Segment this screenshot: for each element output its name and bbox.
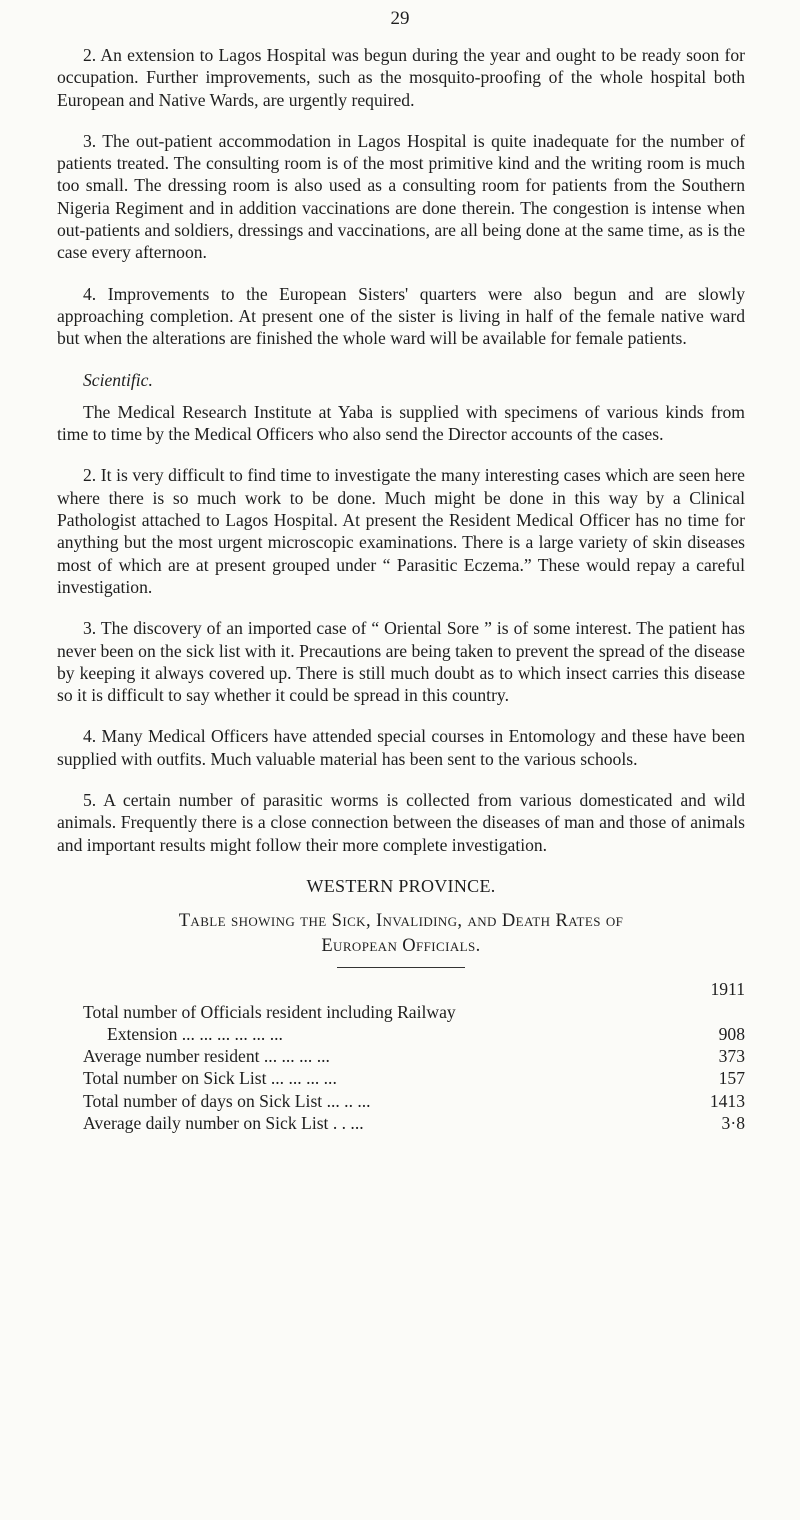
row-value: 157 bbox=[718, 1068, 745, 1089]
paragraph-sisters-quarters: 4. Improvements to the European Sisters' quarters were also begun and are slowly approaching completion. At present one of the sister is living in half of the female native ward but when the alterations are finished the whole ward will be available for female patients. bbox=[57, 283, 745, 349]
table-caption-line-2: European Officials. bbox=[321, 936, 481, 957]
table-row bbox=[57, 1090, 745, 1112]
row-value: 373 bbox=[718, 1046, 745, 1067]
table-row bbox=[57, 1023, 745, 1045]
officials-stats-table bbox=[57, 978, 745, 1134]
row-label: Total number on Sick List ... ... ... ... bbox=[83, 1068, 337, 1089]
paragraph-oriental-sore: 3. The discovery of an imported case of “ Oriental Sore ” is of some interest. The patient has never been on the sick list with it. Precautions are being taken to prevent the spread of the disease by keeping it always covered up. There is still much doubt as to which insect carries this disease so it is difficult to say whether it could be spread in this country. bbox=[57, 618, 745, 706]
page-body bbox=[57, 44, 745, 1134]
page-number: 29 bbox=[390, 8, 410, 29]
paragraph-clinical-pathologist: 2. It is very difficult to find time to investigate the many interesting cases which are seen here where there is so much work to be done. Much might be done in this way by a Clinical Pathologist attached to Lagos Hospital. At present the Resident Medical Officer has no time for anything but the most urgent microscopic examinations. There is a large variety of skin diseases most of which are at present grouped under “ Parasitic Eczema.” These would repay a careful investigation. bbox=[57, 465, 745, 597]
row-value: 908 bbox=[718, 1023, 745, 1044]
table-row bbox=[57, 1045, 745, 1067]
table-caption-line-1: Table showing the Sick, Invaliding, and Death Rates of bbox=[178, 911, 624, 932]
row-label: Total number of days on Sick List ... .. ... bbox=[83, 1090, 371, 1111]
paragraph-entomology: 4. Many Medical Officers have attended special courses in Entomology and these have been supplied with outfits. Much valuable material has been sent to the various schools. bbox=[57, 726, 745, 769]
table-row bbox=[57, 1001, 745, 1023]
paragraph-parasitic-worms: 5. A certain number of parasitic worms is collected from various domesticated and wild animals. Frequently there is a close connection between the diseases of man and those of animals and important results might follow their more complete investigation. bbox=[57, 790, 745, 855]
row-label: Total number of Officials resident including Railway bbox=[83, 1001, 456, 1022]
section-label-scientific: Scientific. bbox=[83, 369, 153, 390]
row-value: 3·8 bbox=[721, 1112, 745, 1133]
paragraph-research-institute: The Medical Research Institute at Yaba is supplied with specimens of various kinds from time to time by the Medical Officers who also send the Director accounts of the cases. bbox=[57, 401, 745, 445]
row-label: Average daily number on Sick List . . ... bbox=[83, 1112, 364, 1133]
table-row bbox=[57, 1112, 745, 1134]
row-label-continued: Extension ... ... ... ... ... ... bbox=[107, 1023, 283, 1044]
table-caption bbox=[57, 909, 745, 959]
paragraph-out-patient: 3. The out-patient accommodation in Lagos Hospital is quite inadequate for the number of patients treated. The consulting room is of the most primitive kind and the writing room is much too small. The dressing room is also used as a consulting room for patients from the Southern Nigeria Regiment and in addition vaccinations are done therein. The congestion is intense when out-patients and soldiers, dressings and vaccinations, are all being done at the same time, as is the case every afternoon. bbox=[57, 130, 745, 263]
caption-divider bbox=[337, 967, 465, 968]
province-heading: WESTERN PROVINCE. bbox=[306, 875, 496, 896]
row-value: 1413 bbox=[709, 1090, 745, 1111]
table-year-header: 1911 bbox=[710, 979, 745, 1000]
paragraph-extension: 2. An extension to Lagos Hospital was begun during the year and ought to be ready soon for occupation. Further improvements, such as the mosquito-proofing of the whole hospital both European and Native Wards, are urgently required. bbox=[57, 45, 745, 110]
row-label: Average number resident ... ... ... ... bbox=[83, 1046, 330, 1067]
table-row bbox=[57, 1067, 745, 1089]
